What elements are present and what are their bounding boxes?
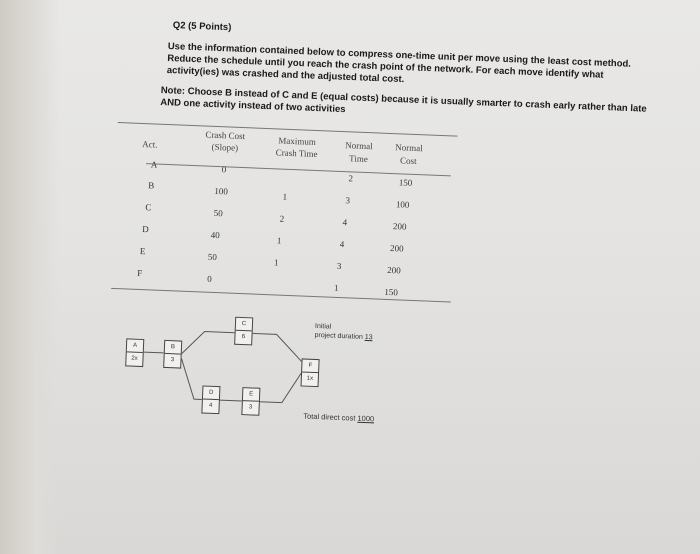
row-a-time: 2: [348, 173, 354, 184]
node-e-label: E: [243, 388, 260, 402]
row-c-time: 4: [342, 217, 348, 228]
node-f-duration: 1x: [306, 375, 314, 382]
node-f: [301, 358, 320, 387]
row-d-slope: 40: [210, 229, 220, 241]
row-a-cost: 150: [398, 177, 413, 188]
node-c-label: C: [236, 318, 253, 332]
row-b-slope: 100: [214, 185, 229, 197]
header-act: Act.: [142, 139, 158, 150]
project-duration-label: project duration: [314, 331, 363, 341]
row-e-time: 3: [336, 260, 342, 272]
header-normal-cost-2: Cost: [399, 155, 417, 167]
paper-stack-edge: [0, 0, 60, 554]
node-d-duration: 4: [208, 402, 213, 409]
node-b-duration: 3: [170, 357, 175, 364]
row-c-max: 2: [279, 213, 285, 224]
node-d-label: D: [203, 387, 220, 401]
row-e-max: 1: [273, 257, 279, 268]
question-title: Q2 (5 Points): [172, 20, 232, 34]
row-b-cost: 100: [395, 199, 410, 210]
node-e-duration: 3: [248, 404, 253, 411]
row-e-act: E: [139, 245, 146, 257]
node-a-duration: 2x: [131, 355, 138, 362]
header-max-crash-1: Maximum: [278, 135, 317, 147]
row-b-max: 1: [282, 191, 288, 202]
row-f-time: 1: [333, 282, 339, 293]
row-e-cost: 200: [387, 264, 401, 276]
row-d-max: 1: [276, 235, 282, 246]
project-duration-value: 13: [364, 333, 373, 342]
row-a-act: A: [150, 159, 158, 170]
question-note: Note: Choose B instead of C and E (equal costs) because it is usually smarter to crash early rather than late AND one activity instead of two activities: [160, 85, 647, 116]
row-c-cost: 200: [392, 221, 407, 232]
row-f-act: F: [137, 267, 143, 279]
node-c-duration: 6: [241, 334, 246, 341]
row-a-slope: 0: [221, 164, 227, 175]
header-normal-time-2: Time: [348, 153, 369, 165]
row-c-act: C: [145, 202, 152, 213]
initial-label: Initial: [314, 322, 332, 331]
row-d-time: 4: [339, 239, 345, 250]
row-b-time: 3: [345, 195, 351, 206]
node-a: [125, 338, 144, 367]
total-cost-label: Total direct cost: [303, 411, 356, 423]
node-a-label: A: [127, 339, 144, 353]
table-top-rule: [118, 122, 458, 137]
node-e: [241, 387, 260, 416]
node-f-label: F: [302, 359, 319, 373]
row-b-act: B: [148, 180, 155, 191]
total-cost-value: 1000: [357, 413, 375, 424]
node-c: [234, 317, 253, 346]
network-connectors: [112, 296, 438, 459]
node-d: [201, 385, 220, 414]
row-c-slope: 50: [213, 207, 223, 219]
row-e-slope: 50: [207, 251, 218, 263]
row-f-cost: 150: [384, 286, 399, 298]
header-normal-time-1: Normal: [345, 140, 373, 152]
activity-table: [110, 116, 457, 319]
header-crash-cost: Crash Cost: [205, 129, 246, 142]
header-max-crash-2: Crash Time: [275, 147, 318, 160]
row-d-cost: 200: [389, 243, 404, 254]
node-b: [163, 340, 182, 369]
header-slope: (Slope): [211, 141, 239, 153]
row-f-slope: 0: [207, 273, 212, 284]
question-body: Use the information contained below to compress one-time unit per move using the least cost method. Reduce the schedule until you reach the crash point of the network. For each move identify what activity(ies) was crashed and the adjusted total cost.: [166, 41, 632, 86]
node-b-label: B: [165, 341, 182, 355]
header-normal-cost-1: Normal: [395, 142, 423, 154]
network-diagram: [112, 296, 438, 459]
row-d-act: D: [142, 224, 149, 235]
